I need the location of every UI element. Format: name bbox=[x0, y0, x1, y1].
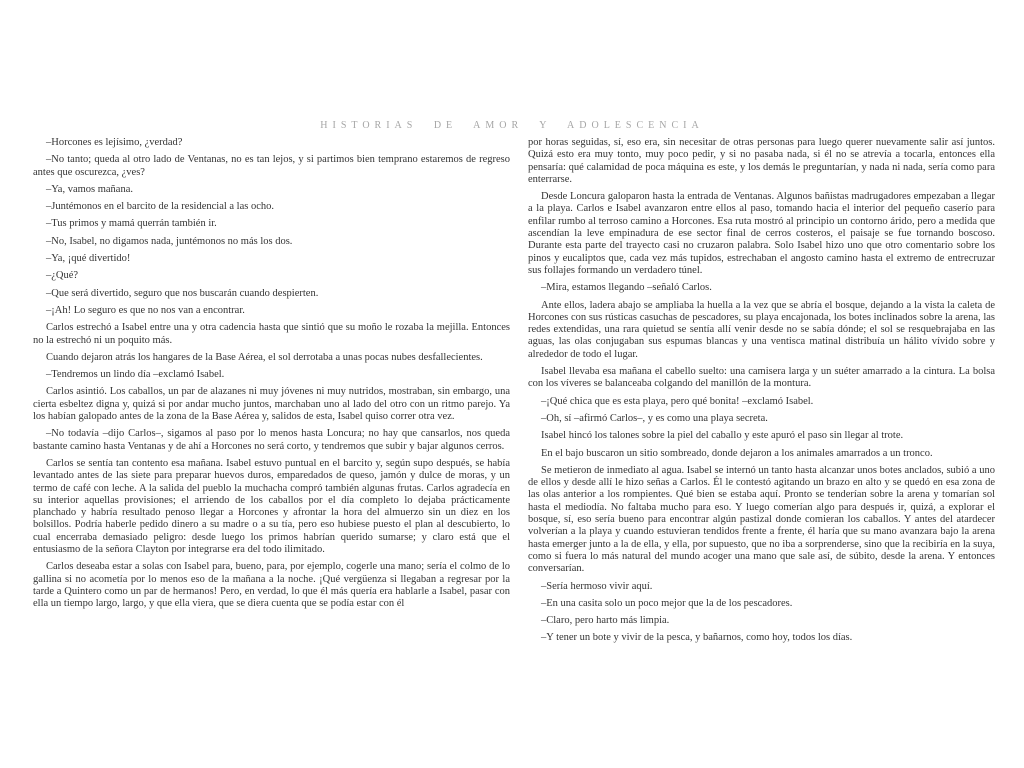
paragraph: –Horcones es lejísimo, ¿verdad? bbox=[46, 137, 183, 148]
paragraph: Se metieron de inmediato al agua. Isabel se internó un tanto hasta alcanzar unos botes anclados, subió a uno de ellos y desde allí le hizo señas a Carlos. Él le contestó agitando un brazo en alto y se quedó en esa zona de las olas anterior a los rompientes. Qué bien se estaba aquí. Pronto se tenderían sobre la arena y tomarían sol hasta el mediodía. No faltaba mucho para eso. Y luego comerían algo para después ir, quizá, a explorar el bosque, sí, eso sería bueno para encontrar algún pastizal donde comieran los caballos. Y antes del atardecer volverían a la playa y cuando estuvieran tendidos frente a frente, él haría que su mano avanzara bajo la arena hasta emerger junto a la de ella, y ella, por supuesto, que no iba a sorprenderse, sino que la recibiría en la suya, como si fuera lo más natural del mundo acoger una mano que sale así, de súbito, desde la arena. Y entonces conversarían. bbox=[528, 464, 995, 575]
paragraph: –No todavía –dijo Carlos–, sigamos al paso por lo menos hasta Loncura; no hay que cansarlos, nos queda bastante camino hasta Ventanas y de ahí a Horcones no será corto, y tendremos que subir y bajar algunos cerros. bbox=[33, 428, 510, 452]
paragraph: –¿Qué? bbox=[46, 270, 79, 282]
text-columns bbox=[33, 137, 995, 650]
paragraph: –No tanto; queda al otro lado de Ventanas, no es tan lejos, y si partimos bien temprano estaremos de regreso antes que oscurezca, ¿ves? bbox=[33, 154, 510, 178]
left-column bbox=[33, 137, 510, 650]
paragraph: –Que será divertido, seguro que nos buscarán cuando despierten. bbox=[46, 287, 319, 299]
paragraph: –En una casita solo un poco mejor que la de los pescadores. bbox=[541, 597, 793, 609]
paragraph: –Tendremos un lindo día –exclamó Isabel. bbox=[46, 369, 225, 381]
paragraph: Isabel hincó los talones sobre la piel del caballo y este apuró el paso sin llegar al trote. bbox=[541, 430, 904, 442]
paragraph: –Juntémonos en el barcito de la residencial a las ocho. bbox=[46, 201, 275, 213]
paragraph: –¡Ah! Lo seguro es que no nos van a encontrar. bbox=[46, 304, 245, 316]
paragraph: Carlos asintió. Los caballos, un par de alazanes ni muy jóvenes ni muy nutridos, mostraban, sin embargo, una cierta esbeltez digna y, quizá si por andar mucho juntos, marchaban uno al lado del otro con un ritmo parejo. Ya los habían galopado antes de la zona de la Base Aérea y, salidos de esta, Isabel quiso correr otra vez. bbox=[33, 386, 510, 423]
paragraph: Carlos estrechó a Isabel entre una y otra cadencia hasta que sintió que su moño le rozaba la mejilla. Entonces no la estrechó ni un poquito más. bbox=[33, 322, 510, 346]
paragraph: Ante ellos, ladera abajo se ampliaba la huella a la vez que se abría el bosque, dejando a la vista la caleta de Horcones con sus rústicas casuchas de pescadores, su playa encajonada, los botes inclinados sobre la arena, las redes extendidas, una rara quietud se sentía allí venir desde no se sabía dónde; el sol se resquebrajaba en las aguas, las olas conjugaban sus espumas blancas y una ventisca matinal distribuía un hálito vívido sobre y alrededor de todo el lugar. bbox=[528, 299, 995, 360]
paragraph: –¡Qué chica que es esta playa, pero qué bonita! –exclamó Isabel. bbox=[541, 395, 814, 407]
paragraph: Desde Loncura galoparon hasta la entrada de Ventanas. Algunos bañistas madrugadores empezaban a llegar a la playa. Carlos e Isabel avanzaron entre ellos al paso, tomando hacia el interior del pequeño caserío para enfilar rumbo al terroso camino a Horcones. Esa ruta mostró al principio un contorno árido, pero a medida que ascendían la leve empinadura de ese sector final de cerros costeros, el paisaje se fue tornando boscoso. Durante esta parte del trayecto casi no cruzaron palabra. Solo Isabel hizo uno que otro comentario sobre los pinos y eucaliptos que, cada vez más tupidos, estrechaban el angosto camino hasta el extremo de entrecruzar sus follajes formando un verdadero túnel. bbox=[528, 191, 995, 276]
paragraph: –Ya, vamos mañana. bbox=[46, 183, 134, 195]
paragraph: –Claro, pero harto más limpia. bbox=[541, 615, 670, 627]
paragraph: –Y tener un bote y vivir de la pesca, y bañarnos, como hoy, todos los días. bbox=[541, 632, 853, 644]
paragraph: –Sería hermoso vivir aquí. bbox=[541, 580, 653, 592]
paragraph: por horas seguidas, sí, eso era, sin necesitar de otras personas para luego querer nuevamente salir así juntos. Quizá esto era muy tonto, muy poco pedir, y si no pasaba nada, si él no se atrevía a tocarla, entonces ella pensaría: qué calamidad de poca máquina es este, y los demás le preguntarían, y nada ni nada, sería como para enterrarse. bbox=[528, 137, 995, 185]
paragraph: En el bajo buscaron un sitio sombreado, donde dejaron a los animales amarrados a un tronco. bbox=[541, 447, 933, 459]
paragraph: Isabel llevaba esa mañana el cabello suelto: una camisera larga y un suéter amarrado a la cintura. La bolsa con los víveres se balanceaba colgando del manillón de la montura. bbox=[528, 366, 995, 390]
paragraph: Carlos deseaba estar a solas con Isabel para, bueno, para, por ejemplo, cogerle una mano; sería el colmo de lo gallina si no acometía por lo menos eso de la mañana a la noche. ¡Qué vergüenza si llegaban a regresar por la tarde a Quintero como un par de hermanos! Pero, en verdad, lo que él más quería era hablarle a Isabel, pasar con ella un tiempo largo, largo, y que ella viera, que se diera cuenta que se podía estar con él bbox=[33, 561, 510, 610]
paragraph: –Mira, estamos llegando –señaló Carlos. bbox=[541, 282, 712, 294]
paragraph: –No, Isabel, no digamos nada, juntémonos no más los dos. bbox=[46, 235, 293, 247]
paragraph: –Tus primos y mamá querrán también ir. bbox=[46, 218, 217, 230]
paragraph: –Ya, ¡qué divertido! bbox=[46, 253, 131, 265]
paragraph: Carlos se sentía tan contento esa mañana. Isabel estuvo puntual en el barcito y, según supo después, se había levantado antes de las siete para preparar huevos duros, emparedados de queso, jamón y dulce de moras, y un termo de café con leche. A la salida del pueblo la muchacha compró también algunas frutas. Carlos agradecía en su interior aquellas provisiones; el arriendo de los caballos por el día completo lo dejaba prácticamente planchado y habría resultado penoso llegar a Horcones y afrontar la hora del almuerzo sin un diez en los bolsillos. Podría haberle pedido dinero a su madre o a su tía, pero eso hubiese puesto el plan al descubierto, lo cual encerraba demasiado peligro: desde luego los primos habrían querido sumarse; y claro está que el entusiasmo de la señora Clayton por integrarse era del todo ilimitado. bbox=[33, 457, 510, 556]
right-column bbox=[528, 137, 995, 650]
paragraph: Cuando dejaron atrás los hangares de la Base Aérea, el sol derrotaba a unas pocas nubes desfallecientes. bbox=[46, 351, 483, 363]
running-header: HISTORIAS DE AMOR Y ADOLESCENCIA bbox=[320, 120, 704, 131]
paragraph: –Oh, sí –afirmó Carlos–, y es como una playa secreta. bbox=[541, 412, 768, 424]
